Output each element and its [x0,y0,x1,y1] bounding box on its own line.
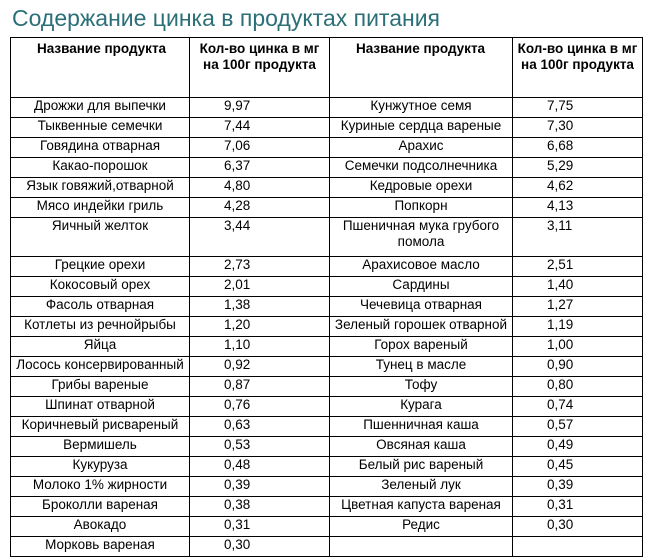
product-name-left: Говядина отварная [11,138,190,158]
zinc-value-left: 9,97 [190,98,330,118]
zinc-value-left: 1,38 [190,297,330,317]
header-zinc-amount-left: Кол-во цинка в мг на 100г продукта [190,38,330,98]
zinc-value-left: 4,80 [190,178,330,198]
table-row [11,218,643,257]
table-row [11,497,643,517]
table-row [11,158,643,178]
table-row [11,537,643,557]
zinc-value-right: 0,90 [513,357,643,377]
zinc-value-left: 0,92 [190,357,330,377]
page-title: Содержание цинка в продуктах питания [12,5,440,31]
product-name-left: Грибы вареные [11,377,190,397]
zinc-value-right: 1,27 [513,297,643,317]
zinc-value-right [513,537,643,557]
table-row [11,357,643,377]
table-row [11,477,643,497]
product-name-right: Курага [330,397,513,417]
product-name-left: Вермишель [11,437,190,457]
table-row [11,457,643,477]
table-row [11,337,643,357]
zinc-value-left: 0,87 [190,377,330,397]
product-name-right: Тофу [330,377,513,397]
zinc-value-left: 0,31 [190,517,330,537]
product-name-right [330,537,513,557]
zinc-value-right: 4,13 [513,198,643,218]
product-name-right: Пшеничная мука грубого помола [330,218,513,257]
product-name-right: Арахис [330,138,513,158]
product-name-left: Мясо индейки гриль [11,198,190,218]
product-name-right: Зеленый лук [330,477,513,497]
product-name-left: Яичный желток [11,218,190,257]
table-row [11,277,643,297]
zinc-value-right: 0,45 [513,457,643,477]
zinc-value-left: 1,20 [190,317,330,337]
product-name-left: Дрожжи для выпечки [11,98,190,118]
product-name-left: Язык говяжий,отварной [11,178,190,198]
zinc-value-right: 0,39 [513,477,643,497]
product-name-right: Зеленый горошек отварной [330,317,513,337]
table-row [11,118,643,138]
product-name-right: Белый рис вареный [330,457,513,477]
table-row [11,377,643,397]
zinc-value-right: 1,00 [513,337,643,357]
zinc-value-left: 6,37 [190,158,330,178]
zinc-value-left: 2,01 [190,277,330,297]
product-name-left: Кукуруза [11,457,190,477]
product-name-right: Пшенничная каша [330,417,513,437]
product-name-right: Цветная капуста вареная [330,497,513,517]
zinc-value-right: 0,49 [513,437,643,457]
table-row [11,417,643,437]
table-row [11,138,643,158]
header-product-name-left: Название продукта [11,38,190,98]
zinc-value-right: 4,62 [513,178,643,198]
zinc-value-left: 7,06 [190,138,330,158]
header-product-name-right: Название продукта [330,38,513,98]
product-name-left: Котлеты из речнойрыбы [11,317,190,337]
zinc-value-left: 0,30 [190,537,330,557]
zinc-value-left: 0,48 [190,457,330,477]
product-name-right: Кунжутное семя [330,98,513,118]
product-name-right: Редис [330,517,513,537]
product-name-right: Арахисовое масло [330,257,513,277]
table-row [11,178,643,198]
zinc-value-left: 3,44 [190,218,330,257]
table-body [11,98,643,557]
product-name-right: Тунец в масле [330,357,513,377]
zinc-value-right: 5,29 [513,158,643,178]
product-name-left: Какао-порошок [11,158,190,178]
zinc-value-right: 2,51 [513,257,643,277]
zinc-value-right: 3,11 [513,218,643,257]
zinc-value-right: 7,30 [513,118,643,138]
zinc-value-left: 0,76 [190,397,330,417]
product-name-left: Шпинат отварной [11,397,190,417]
zinc-value-left: 0,38 [190,497,330,517]
zinc-value-left: 0,63 [190,417,330,437]
product-name-left: Тыквенные семечки [11,118,190,138]
product-name-left: Кокосовый орех [11,277,190,297]
zinc-value-right: 0,30 [513,517,643,537]
product-name-left: Молоко 1% жирности [11,477,190,497]
zinc-value-right: 0,80 [513,377,643,397]
product-name-right: Куриные сердца вареные [330,118,513,138]
zinc-value-right: 1,40 [513,277,643,297]
product-name-right: Чечевица отварная [330,297,513,317]
product-name-right: Овсяная каша [330,437,513,457]
product-name-left: Лосось консервированный [11,357,190,377]
product-name-left: Коричневый рисвареный [11,417,190,437]
table-row [11,198,643,218]
zinc-value-left: 7,44 [190,118,330,138]
product-name-left: Авокадо [11,517,190,537]
zinc-value-right: 1,19 [513,317,643,337]
table-row [11,98,643,118]
table-row [11,297,643,317]
zinc-value-right: 0,31 [513,497,643,517]
product-name-left: Броколли вареная [11,497,190,517]
product-name-right: Семечки подсолнечника [330,158,513,178]
table-row [11,517,643,537]
product-name-right: Горох вареный [330,337,513,357]
header-zinc-amount-right: Кол-во цинка в мг на 100г продукта [513,38,643,98]
table-row [11,257,643,277]
zinc-value-right: 6,68 [513,138,643,158]
zinc-value-left: 4,28 [190,198,330,218]
zinc-value-left: 0,53 [190,437,330,457]
table-row [11,397,643,417]
zinc-value-left: 2,73 [190,257,330,277]
product-name-left: Морковь вареная [11,537,190,557]
product-name-left: Грецкие орехи [11,257,190,277]
zinc-content-table [10,37,643,557]
zinc-value-left: 0,39 [190,477,330,497]
product-name-left: Фасоль отварная [11,297,190,317]
zinc-value-right: 0,57 [513,417,643,437]
table-header-row [11,38,643,98]
zinc-value-left: 1,10 [190,337,330,357]
product-name-right: Кедровые орехи [330,178,513,198]
table-row [11,317,643,337]
table-row [11,437,643,457]
zinc-value-right: 7,75 [513,98,643,118]
product-name-right: Сардины [330,277,513,297]
zinc-value-right: 0,74 [513,397,643,417]
product-name-right: Попкорн [330,198,513,218]
product-name-left: Яйца [11,337,190,357]
